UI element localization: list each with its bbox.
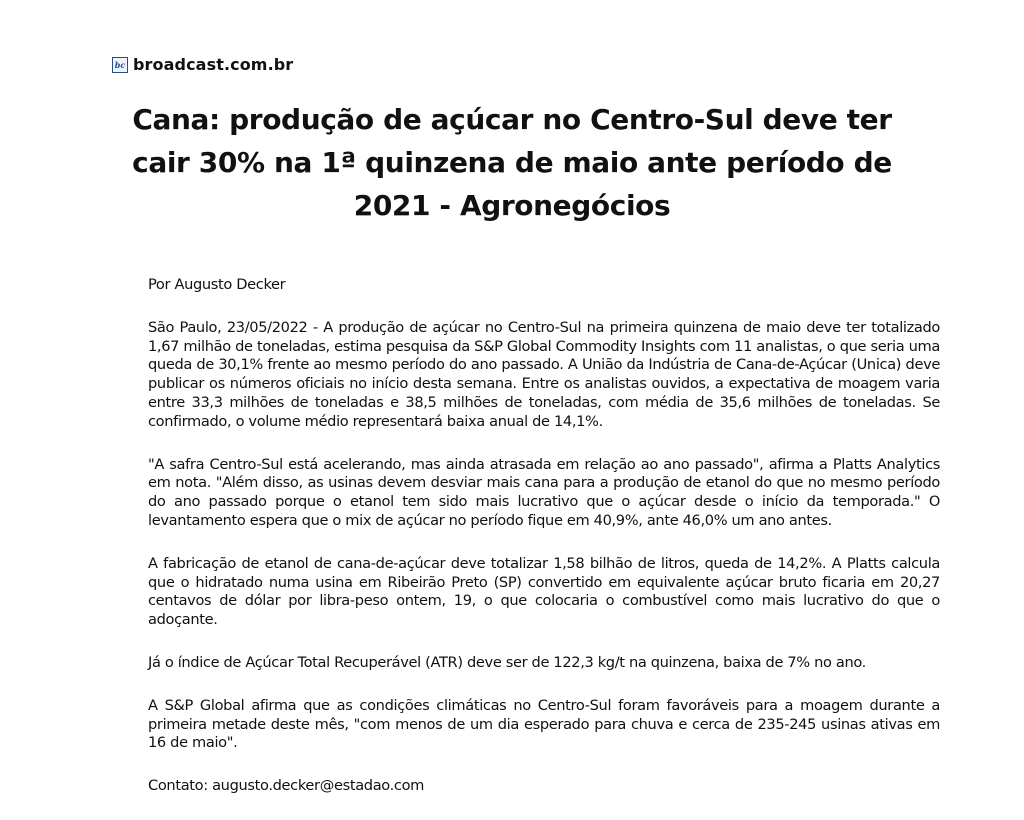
article-paragraph: "A safra Centro-Sul está acelerando, mas ainda atrasada em relação ao ano passado", afirma a Platts Analytics em nota. "Além disso, as usinas devem desviar mais cana para a produção de etanol do que no mesmo período do ano passado porque o etanol tem sido mais lucrativo que o açúcar desde o início da temporada." O levantamento espera que o mix de açúcar no período fique em 40,9%, ante 46,0% um ano antes. [148,455,940,529]
article-byline: Por Augusto Decker [148,276,286,293]
article-title: Cana: produção de açúcar no Centro-Sul deve ter cair 30% na 1ª quinzena de maio ante período de 2021 - Agronegócios [132,103,892,222]
article-contact: Contato: augusto.decker@estadao.com [148,777,425,795]
site-header [112,55,293,74]
article-body [148,276,940,820]
article-paragraph: São Paulo, 23/05/2022 - A produção de açúcar no Centro-Sul na primeira quinzena de maio deve ter totalizado 1,67 milhão de toneladas, estima pesquisa da S&P Global Commodity Insights com 11 analistas, o que seria uma queda de 30,1% frente ao mesmo período do ano passado. A União da Indústria de Cana-de-Açúcar (Unica) deve publicar os números oficiais no início desta semana. Entre os analistas ouvidos, a expectativa de moagem varia entre 33,3 milhões de toneladas e 38,5 milhões de toneladas, com média de 35,6 milhões de toneladas. Se confirmado, o volume médio representará baixa anual de 14,1%. [148,318,940,430]
article-paragraph: A fabricação de etanol de cana-de-açúcar deve totalizar 1,58 bilhão de litros, queda de 14,2%. A Platts calcula que o hidratado numa usina em Ribeirão Preto (SP) convertido em equivalente açúcar bruto ficaria em 20,27 centavos de dólar por libra-peso ontem, 19, o que colocaria o combustível como mais lucrativo do que o adoçante. [148,554,940,629]
article-paragraph: Já o índice de Açúcar Total Recuperável (ATR) deve ser de 122,3 kg/t na quinzena, baixa de 7% no ano. [148,653,866,671]
site-name: broadcast.com.br [133,55,294,74]
broadcast-logo-icon: bc [112,57,128,73]
article-paragraph: A S&P Global afirma que as condições climáticas no Centro-Sul foram favoráveis para a moagem durante a primeira metade deste mês, "com menos de um dia esperado para chuva e cerca de 235-245 usinas ativas em 16 de maio". [148,696,940,752]
